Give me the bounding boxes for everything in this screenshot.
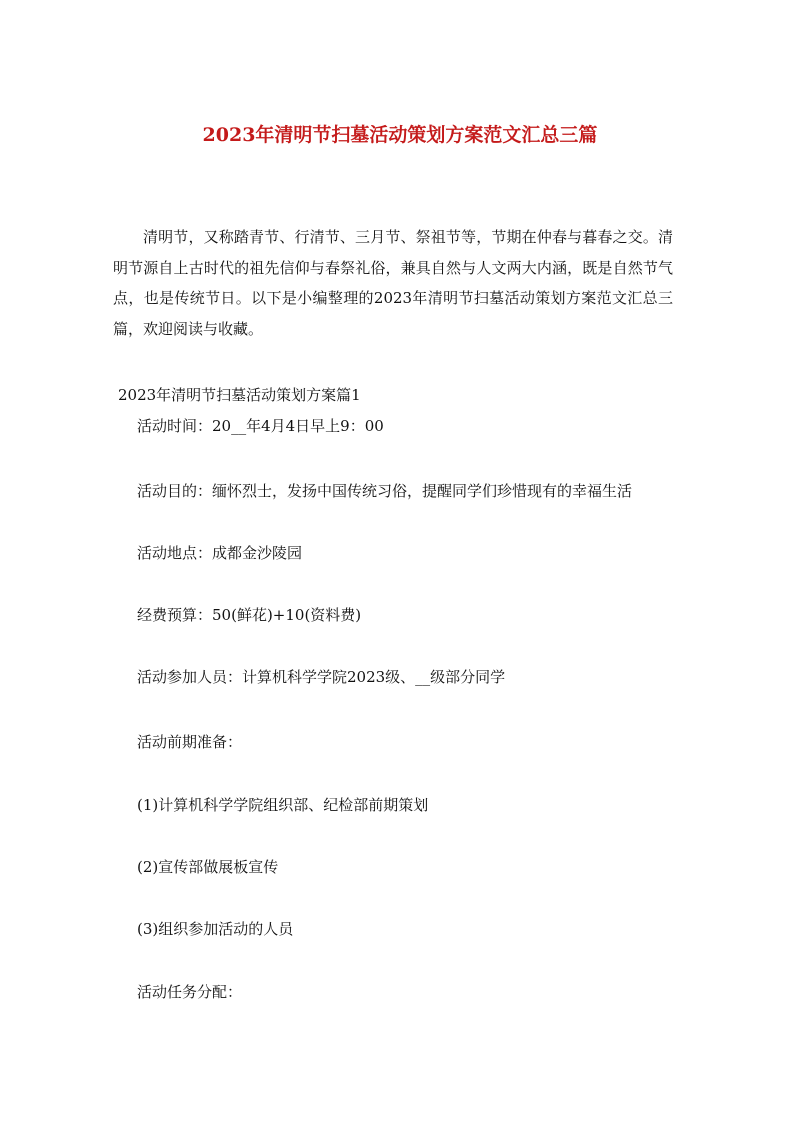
section-title: 2023年清明节扫墓活动策划方案篇1 (118, 386, 361, 404)
budget: 经费预算：50(鲜花)+10(资料费) (137, 606, 362, 624)
activity-time: 活动时间：20__年4月4日早上9：00 (137, 417, 384, 435)
task-assignment-heading: 活动任务分配： (137, 983, 243, 1001)
document-title: 2023年清明节扫墓活动策划方案范文汇总三篇 (202, 124, 598, 146)
preparation-item-2: (2)宣传部做展板宣传 (137, 858, 279, 876)
preparation-item-3: (3)组织参加活动的人员 (137, 920, 294, 938)
activity-purpose: 活动目的：缅怀烈士，发扬中国传统习俗，提醒同学们珍惜现有的幸福生活 (137, 482, 633, 500)
preparation-item-1: (1)计算机科学学院组织部、纪检部前期策划 (137, 796, 429, 814)
participants: 活动参加人员：计算机科学学院2023级、__级部分同学 (137, 668, 506, 686)
preparation-heading: 活动前期准备： (137, 733, 243, 751)
activity-location: 活动地点：成都金沙陵园 (137, 544, 303, 562)
intro-paragraph: 清明节，又称踏青节、行清节、三月节、祭祖节等，节期在仲春与暮春之交。清明节源自上古时代的祖先信仰与春祭礼俗，兼具自然与人文两大内涵，既是自然节气点，也是传统节日。以下是小编整理的2023年清明节扫墓活动策划方案范文汇总三篇，欢迎阅读与收藏。 (113, 228, 673, 338)
